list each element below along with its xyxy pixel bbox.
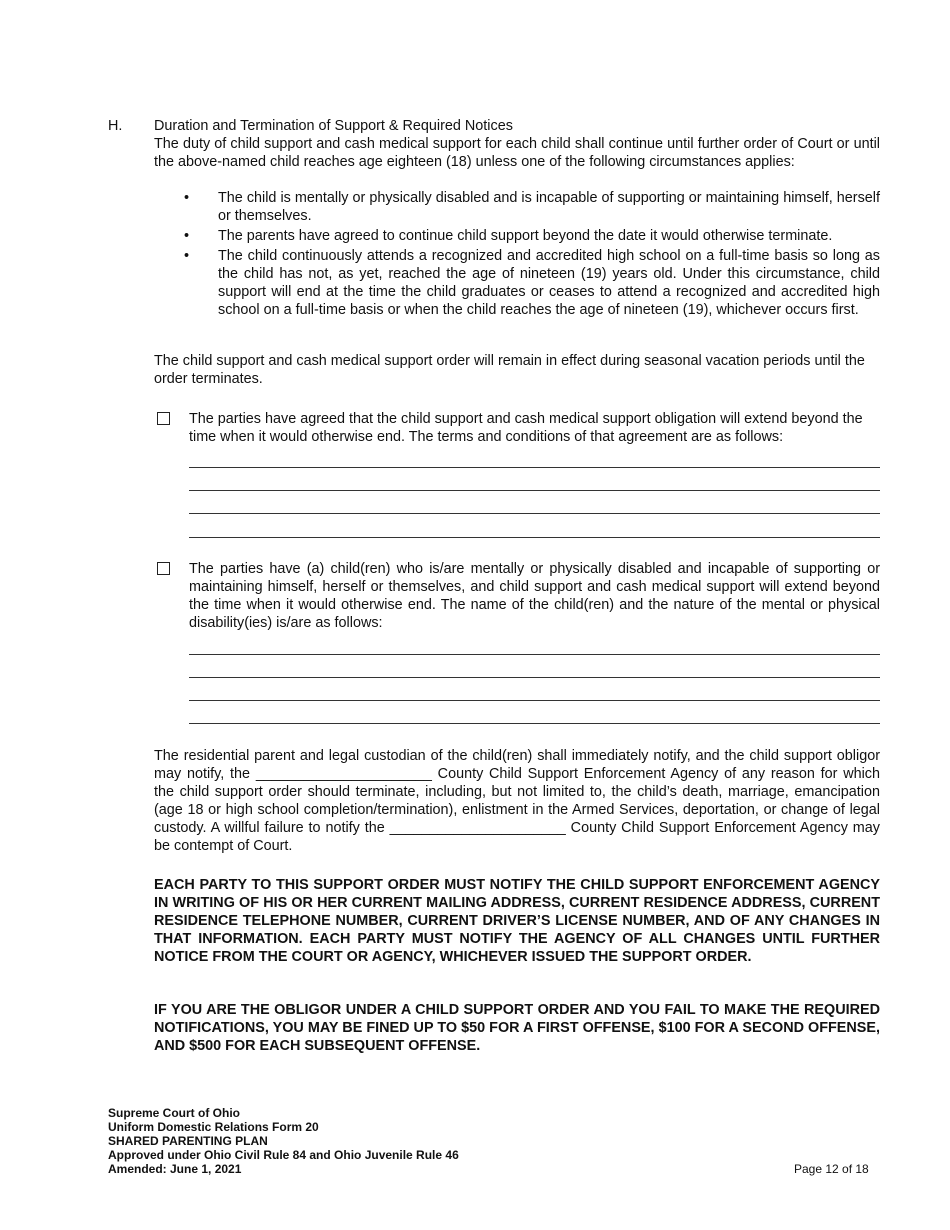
disability-line-4[interactable] [189,723,880,724]
disability-line-1[interactable] [189,654,880,655]
notify-paragraph: The residential parent and legal custodian of the child(ren) shall immediately notify, and the child support obligor may notify, the ______________________ County Child Support Enforcement Agency of any reason for which the child support order should terminate, including, but not limited to, the child’s death, marriage, emancipation (age 18 or high school completion/termination), enlistment in the Armed Services, deportation, or change of legal custody. A willful failure to notify the ______________________ County Child Support Enforcement Agency may be contempt of Court. [154,748,880,854]
footer-amended-date: Amended: June 1, 2021 [108,1162,242,1176]
bullet-icon: • [184,248,190,264]
agreed-extension-text: The parties have agreed that the child support and cash medical support obligation will extend beyond the time when it would otherwise end. The terms and conditions of that agreement are as follows: [189,411,863,445]
list-item: • The child continuously attends a recognized and accredited high school on a full-time basis so long as the child has not, as yet, reached the age of nineteen (19) years old. Under this circumstance, child support will end at the time the child graduates or ceases to attend a recognized and accredited high school on a full-time basis or when the child reaches the age of nineteen (19), whichever occurs first. [184,248,880,318]
footer-form-title: SHARED PARENTING PLAN [108,1134,268,1148]
bullet-icon: • [184,190,190,206]
disabled-child-checkbox[interactable] [157,562,170,575]
intro-paragraph: The duty of child support and cash medical support for each child shall continue until further order of Court or until the above-named child reaches age eighteen (18) unless one of the following circumstances applies: [154,136,880,170]
seasonal-paragraph: The child support and cash medical support order will remain in effect during seasonal vacation periods until the order terminates. [154,353,865,387]
footer-approval: Approved under Ohio Civil Rule 84 and Ohio Juvenile Rule 46 [108,1148,459,1162]
agreed-terms-line-2[interactable] [189,490,880,491]
section-heading: Duration and Termination of Support & Required Notices [154,118,513,134]
notice-paragraph-2: IF YOU ARE THE OBLIGOR UNDER A CHILD SUPPORT ORDER AND YOU FAIL TO MAKE THE REQUIRED NOTIFICATIONS, YOU MAY BE FINED UP TO $50 FOR A FIRST OFFENSE, $100 FOR A SECOND OFFENSE, AND $500 FOR EACH SUBSEQUENT OFFENSE. [154,1002,880,1054]
disabled-child-text: The parties have (a) child(ren) who is/are mentally or physically disabled and incapable of supporting or maintaining himself, herself or themselves, and child support and cash medical support will extend beyond the time when it would otherwise end. The name of the child(ren) and the nature of the mental or physical disability(ies) is/are as follows: [189,561,880,631]
bullet-icon: • [184,228,190,244]
agreed-terms-line-3[interactable] [189,513,880,514]
disability-line-3[interactable] [189,700,880,701]
circumstance-list [184,189,880,321]
section-letter: H. [108,118,123,134]
list-item: • The child is mentally or physically disabled and is incapable of supporting or maintaining himself, herself or themselves. [184,190,880,224]
footer-block [108,1106,459,1176]
agreed-terms-line-4[interactable] [189,537,880,538]
agreed-extension-checkbox[interactable] [157,412,170,425]
notice-paragraph-1: EACH PARTY TO THIS SUPPORT ORDER MUST NOTIFY THE CHILD SUPPORT ENFORCEMENT AGENCY IN WRITING OF HIS OR HER CURRENT MAILING ADDRESS, CURRENT RESIDENCE ADDRESS, CURRENT RESIDENCE TELEPHONE NUMBER, CURRENT DRIVER’S LICENSE NUMBER, AND OF ANY CHANGES IN THAT INFORMATION. EACH PARTY MUST NOTIFY THE AGENCY OF ALL CHANGES UNTIL FURTHER NOTICE FROM THE COURT OR AGENCY, WHICHEVER ISSUED THE SUPPORT ORDER. [154,877,880,965]
agreed-terms-line-1[interactable] [189,467,880,468]
list-item: • The parents have agreed to continue child support beyond the date it would otherwise terminate. [184,228,833,244]
page-number: Page 12 of 18 [794,1162,869,1176]
footer-court: Supreme Court of Ohio [108,1106,240,1120]
disability-line-2[interactable] [189,677,880,678]
footer-form-number: Uniform Domestic Relations Form 20 [108,1120,319,1134]
